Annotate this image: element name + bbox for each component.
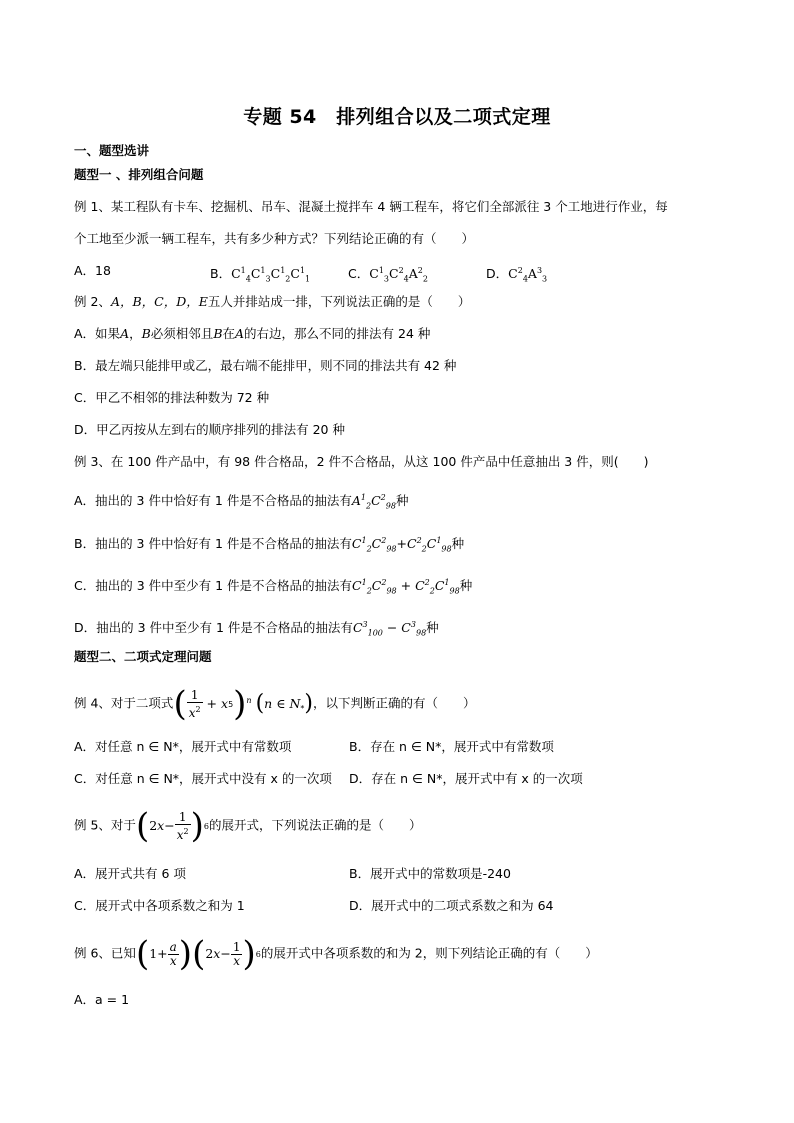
q5-option-c: C．展开式中各项系数之和为 1 <box>74 898 245 913</box>
q1-option-d-formula: $C^2_4A^3_3$ <box>508 266 548 284</box>
q3-stem: 例 3、在 100 件产品中，有 98 件合格品，2 件不合格品，从这 100 件产品中任意抽出 3 件，则( ) <box>74 454 649 469</box>
q2-option-a-math-4: A <box>235 326 245 341</box>
q6-stem <box>74 932 598 974</box>
page-title: 专题 54 排列组合以及二项式定理 <box>243 106 551 128</box>
q1-stem-line1: 例 1、某工程队有卡车、挖掘机、吊车、混凝土搅拌车 4 辆工程车，将它们全部派往 3 个工地进行作业，每 <box>74 199 668 214</box>
q5-option-d: D．展开式中的二项式系数之和为 64 <box>349 898 554 913</box>
q1-option-c <box>348 263 428 288</box>
q2-option-a-text-1: A．如果 <box>74 326 121 341</box>
q5-stem-suffix: 的展开式，下列说法正确的是（ ） <box>208 817 422 833</box>
q4-option-d: D．存在 n ∈ N*，展开式中有 x 的一次项 <box>349 771 583 786</box>
q4-option-b: B．存在 n ∈ N*，展开式中有常数项 <box>349 739 554 754</box>
q1-option-d <box>486 263 547 288</box>
q3-option-c <box>74 575 472 600</box>
q2-option-a-text-5: 的右边，那么不同的排法有 24 种 <box>244 326 431 341</box>
q2-stem-prefix: 例 2、 <box>74 294 111 309</box>
q2-option-a-math-2: B <box>141 326 151 341</box>
q5-stem <box>74 804 421 846</box>
q2-option-b: B．最左端只能排甲或乙，最右端不能排甲，则不同的排法共有 42 种 <box>74 358 457 373</box>
q1-option-b-formula: $C^1_4C^1_3C^1_2C^1_1$ <box>231 266 311 284</box>
q3-option-d <box>74 617 439 642</box>
q5-binomial-formula: ( 2 x − $\frac{1}{x^2}$ ) 6 <box>135 806 209 846</box>
q1-stem-line2: 个工地至少派一辆工程车，共有多少种方式？下列结论正确的有（ ） <box>74 231 475 246</box>
q2-option-c: C．甲乙不相邻的排法种数为 72 种 <box>74 390 270 405</box>
q3-option-b <box>74 533 464 558</box>
q3-option-c-suffix: 种 <box>459 578 473 594</box>
section-heading: 一、题型选讲 <box>74 143 150 158</box>
q1-option-b-label: B． <box>210 266 232 282</box>
q6-stem-suffix: 的展开式中各项系数的和为 2，则下列结论正确的有（ ） <box>260 945 598 961</box>
q2-option-a-text-2: ， <box>129 326 142 341</box>
q3-option-b-text: B．抽出的 3 件中恰好有 1 件是不合格品的抽法有 <box>74 536 352 552</box>
q1-option-a: A．18 <box>74 263 111 278</box>
q4-option-c: C．对任意 n ∈ N*，展开式中没有 x 的一次项 <box>74 771 332 786</box>
q3-option-d-formula: $C^3_{100} - C^3_{98}$ <box>352 620 427 638</box>
q1-option-b <box>210 263 310 288</box>
q4-stem-suffix: ，以下判断正确的有（ ） <box>312 695 476 711</box>
q4-binomial-formula: ( $\frac{1}{x^2}$ + x 5 ) $^n$ ( n ∈ N $_*$ ) <box>173 684 313 724</box>
q3-option-d-suffix: 种 <box>426 620 439 636</box>
q3-option-b-suffix: 种 <box>451 536 465 552</box>
q6-option-a: A．a = 1 <box>74 992 130 1007</box>
q3-option-c-formula: $C^1_2C^2_{98} + C^2_2C^1_{98}$ <box>352 578 460 596</box>
q1-option-d-label: D． <box>486 266 509 282</box>
type-heading-1: 题型一 、排列组合问题 <box>74 167 204 182</box>
q2-option-a-text-4: 在 <box>222 326 236 341</box>
q3-option-d-text: D．抽出的 3 件中至少有 1 件是不合格品的抽法有 <box>74 620 353 636</box>
q3-option-b-formula: $C^1_2C^2_{98}+C^2_2C^1_{98}$ <box>351 536 452 554</box>
q2-option-a-math-1: A <box>120 326 130 341</box>
type-heading-2: 题型二、二项式定理问题 <box>74 649 212 664</box>
q5-option-b: B．展开式中的常数项是-240 <box>349 866 511 881</box>
q2-stem <box>74 294 470 310</box>
q2-option-a <box>74 326 430 342</box>
q2-option-d: D．甲乙丙按从左到右的顺序排列的排法有 20 种 <box>74 422 345 437</box>
q3-option-a-text: A．抽出的 3 件中恰好有 1 件是不合格品的抽法有 <box>74 493 352 509</box>
q2-option-a-text-3: 必须相邻且 <box>150 326 214 341</box>
q1-option-c-formula: $C^1_3C^2_4A^2_2$ <box>369 266 428 284</box>
q3-option-a-formula: $A^1_2C^2_{98}$ <box>351 493 396 511</box>
q4-stem-prefix: 例 4、对于二项式 <box>74 695 174 711</box>
q6-product-formula: ( 1+ $\frac{a}{x}$ ) ( 2 x − $\frac{1}{x}$ ) 6 <box>135 934 261 974</box>
q3-option-c-text: C．抽出的 3 件中至少有 1 件是不合格品的抽法有 <box>74 578 353 594</box>
q6-stem-prefix: 例 6、已知 <box>74 945 136 961</box>
q2-stem-suffix: 五人并排站成一排，下列说法正确的是（ ） <box>207 294 471 309</box>
q5-option-a: A．展开式共有 6 项 <box>74 866 186 881</box>
q2-stem-letters: A，B，C，D，E <box>110 294 208 309</box>
q4-stem <box>74 679 476 724</box>
q2-option-a-math-3: B <box>213 326 223 341</box>
q3-option-a-suffix: 种 <box>395 493 409 509</box>
q1-option-c-label: C． <box>348 266 370 282</box>
q3-option-a <box>74 490 408 515</box>
q4-option-a: A．对任意 n ∈ N*，展开式中有常数项 <box>74 739 292 754</box>
q5-stem-prefix: 例 5、对于 <box>74 817 136 833</box>
